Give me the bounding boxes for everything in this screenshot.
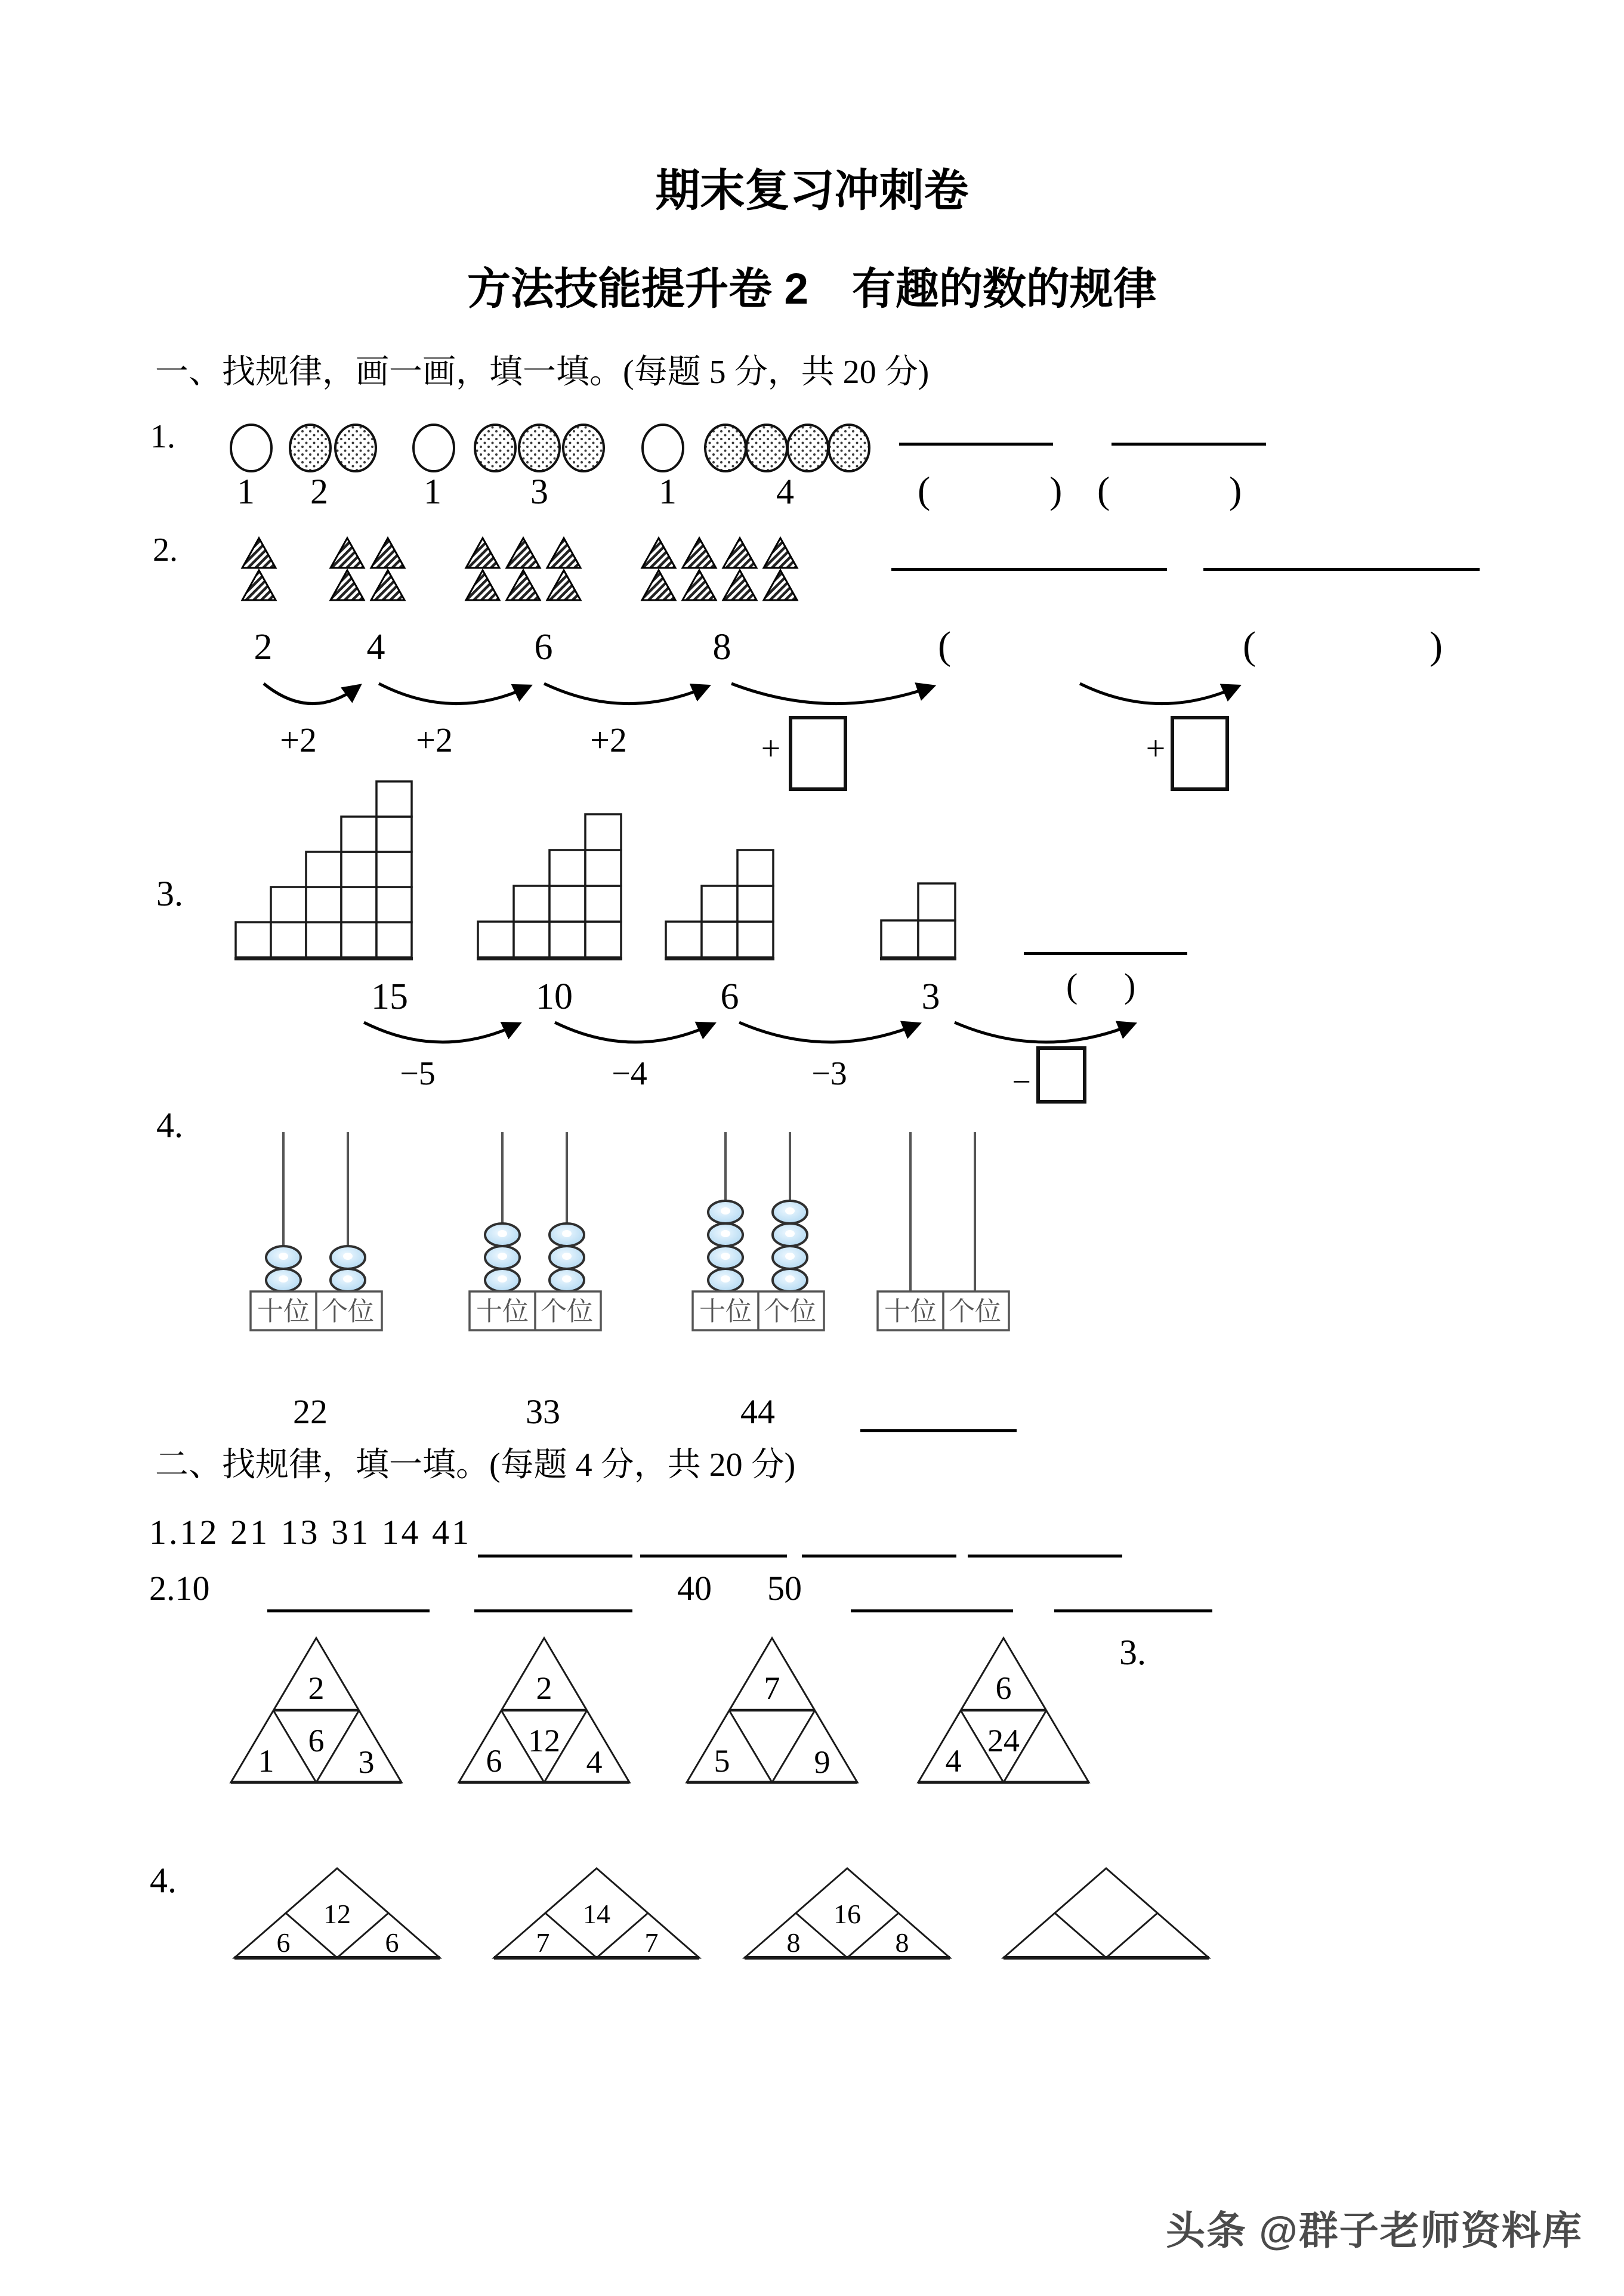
q4-abacus-value: 22 [293, 1392, 328, 1431]
q3-label: 3. [156, 874, 183, 913]
svg-text:十位: 十位 [476, 1297, 529, 1326]
svg-text:7: 7 [644, 1927, 659, 1958]
sequence-paren: ( [938, 624, 951, 668]
svg-text:24: 24 [987, 1723, 1020, 1759]
q1-count-number: 1 [424, 472, 441, 511]
q2-label: 2. [153, 531, 178, 568]
q3-sequence-number: 3 [921, 977, 940, 1017]
q4-abacus-figure [689, 1127, 832, 1339]
svg-text:5: 5 [714, 1743, 730, 1779]
q3-step-minus: − [1012, 1064, 1031, 1101]
s2q3-number-triangle-figure [916, 1636, 1091, 1789]
q1-count-number: 1 [659, 472, 677, 511]
section2-q2-prefix: 2.10 [149, 1569, 210, 1608]
sequence-number: 8 [712, 627, 731, 668]
q4-abacus-figure [466, 1127, 609, 1339]
sequence-number: 6 [534, 627, 553, 668]
svg-text:2: 2 [308, 1670, 325, 1706]
s2q4-sum-triangle-figure [1001, 1865, 1211, 1968]
q3-answer-blank [1024, 952, 1187, 955]
q1-count-number: 3 [530, 472, 548, 511]
section2-q3-label: 3. [1119, 1633, 1146, 1672]
sequence-number: 2 [254, 627, 273, 668]
sequence-step-label: +2 [416, 721, 453, 759]
svg-text:6: 6 [486, 1743, 502, 1779]
s2q2-answer-blank [267, 1609, 430, 1612]
q2-answer-blank [1203, 568, 1480, 571]
section1-heading: 一、找规律，画一画，填一填。(每题 5 分，共 20 分) [155, 354, 930, 391]
s2q2-answer-blank [851, 1609, 1013, 1612]
q4-abacus-value: 44 [740, 1392, 775, 1431]
q2-triangle-pattern-figure [233, 536, 841, 608]
q1-label: 1. [150, 418, 175, 455]
s2q1-answer-blank [478, 1555, 632, 1558]
svg-text:8: 8 [895, 1927, 909, 1958]
s2q4-sum-triangle-figure [492, 1865, 702, 1968]
svg-text:个位: 个位 [764, 1297, 816, 1326]
q3-sequence-number: 6 [720, 977, 739, 1017]
svg-text:12: 12 [528, 1723, 560, 1759]
q4-abacus-figure [247, 1127, 390, 1339]
q4-answer-blank [860, 1429, 1017, 1432]
s2q1-answer-blank [968, 1555, 1122, 1558]
q1-count-number: 1 [237, 472, 255, 511]
svg-text:3: 3 [358, 1744, 375, 1780]
sequence-step-plus: + [761, 729, 781, 768]
s2q4-sum-triangle-figure [232, 1865, 442, 1968]
q1-answer-blank [899, 443, 1053, 446]
svg-text:6: 6 [308, 1723, 325, 1759]
svg-text:14: 14 [583, 1899, 610, 1929]
s2q3-number-triangle-figure [685, 1636, 859, 1789]
sequence-paren: ) [1430, 624, 1443, 668]
q3-stairs-figure [233, 777, 984, 968]
section2-q1-text: 1.12 21 13 31 14 41 [149, 1513, 471, 1552]
svg-text:4: 4 [945, 1743, 962, 1779]
q1-answer-paren: ( [918, 469, 931, 511]
q3-step-label: −4 [612, 1055, 647, 1092]
svg-text:6: 6 [276, 1927, 291, 1958]
q3-answer-paren: ( [1066, 966, 1078, 1005]
sequence-step-label: +2 [590, 721, 627, 759]
q1-answer-paren: ( [1097, 469, 1110, 511]
section2-q4-label: 4. [150, 1861, 177, 1900]
sequence-step-box [1171, 716, 1229, 791]
svg-text:个位: 个位 [949, 1297, 1001, 1326]
q3-step-label: −3 [811, 1055, 847, 1092]
sequence-step-label: +2 [280, 721, 317, 759]
svg-text:16: 16 [833, 1899, 861, 1929]
s2q2-answer-blank [474, 1609, 632, 1612]
s2q4-sum-triangle-figure [742, 1865, 952, 1968]
page-title: 期末复习冲刺卷 [655, 165, 969, 215]
s2q1-answer-blank [802, 1555, 956, 1558]
s2q1-answer-blank [640, 1555, 787, 1558]
sequence-number: 4 [366, 627, 385, 668]
svg-text:十位: 十位 [884, 1297, 937, 1326]
s2q2-answer-blank [1054, 1609, 1212, 1612]
q1-count-number: 4 [776, 472, 794, 511]
q4-abacus-figure [874, 1127, 1017, 1339]
q3-step-box [1036, 1046, 1086, 1104]
svg-text:1: 1 [258, 1743, 274, 1779]
svg-text:个位: 个位 [322, 1297, 374, 1326]
section2-heading: 二、找规律，填一填。(每题 4 分，共 20 分) [155, 1447, 796, 1484]
q1-answer-blank [1112, 443, 1266, 446]
sequence-paren: ( [1243, 624, 1256, 668]
svg-text:7: 7 [764, 1670, 780, 1706]
svg-text:十位: 十位 [257, 1297, 310, 1326]
q3-step-label: −5 [400, 1055, 436, 1092]
q1-answer-paren: ) [1229, 469, 1242, 511]
watermark-credit: 头条 @群子老师资料库 [1166, 2208, 1583, 2252]
svg-text:9: 9 [814, 1744, 830, 1780]
s2q3-number-triangle-figure [229, 1636, 403, 1789]
svg-text:6: 6 [385, 1927, 399, 1958]
s2q3-number-triangle-figure [457, 1636, 631, 1789]
svg-text:8: 8 [786, 1927, 801, 1958]
s2q2-given-number: 50 [767, 1569, 802, 1608]
svg-text:2: 2 [536, 1670, 552, 1706]
page-subtitle: 方法技能提升卷 2 有趣的数的规律 [467, 265, 1157, 313]
sequence-step-plus: + [1146, 729, 1166, 768]
q4-abacus-value: 33 [526, 1392, 560, 1431]
q4-label: 4. [156, 1105, 183, 1145]
svg-text:6: 6 [995, 1670, 1012, 1706]
svg-text:个位: 个位 [541, 1297, 593, 1326]
q3-sequence-number: 10 [536, 977, 573, 1017]
q3-answer-paren: ) [1124, 966, 1136, 1005]
q3-sequence-number: 15 [371, 977, 408, 1017]
svg-text:4: 4 [586, 1744, 603, 1780]
svg-text:7: 7 [536, 1927, 550, 1958]
svg-text:十位: 十位 [699, 1297, 752, 1326]
s2q2-given-number: 40 [677, 1569, 712, 1608]
q1-count-number: 2 [310, 472, 328, 511]
svg-text:12: 12 [323, 1899, 351, 1929]
q1-answer-paren: ) [1049, 469, 1063, 511]
q2-answer-blank [891, 568, 1167, 571]
